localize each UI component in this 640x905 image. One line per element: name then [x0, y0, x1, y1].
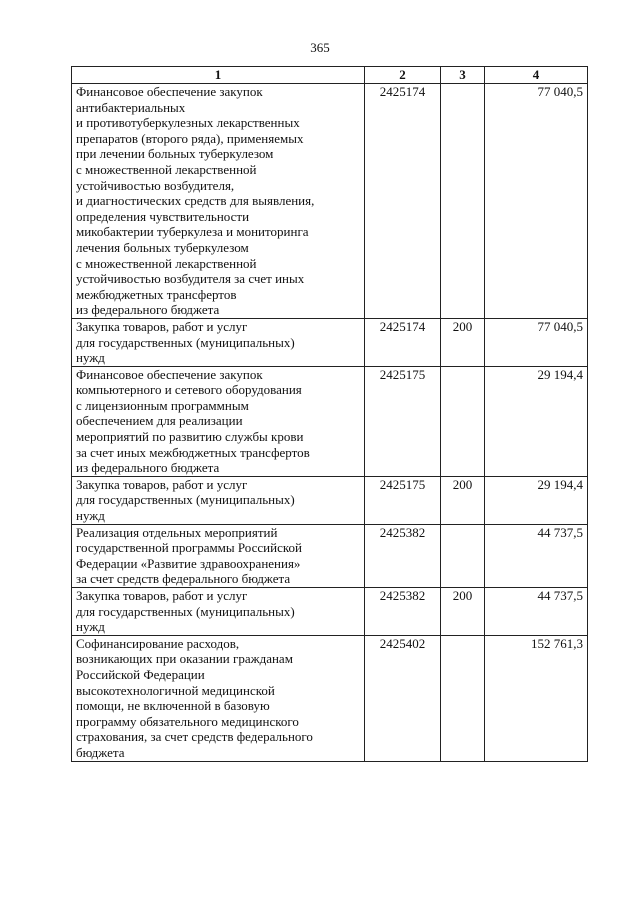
- row-expense-type: [441, 635, 485, 761]
- description-line: Федерации «Развитие здравоохранения»: [76, 555, 301, 571]
- column-header-amount: 4: [485, 67, 588, 84]
- description-line: антибактериальных: [76, 99, 186, 115]
- description-line: препаратов (второго ряда), применяемых: [76, 130, 304, 146]
- description-line: Софинансирование расходов,: [76, 635, 240, 651]
- description-line: для государственных (муниципальных): [76, 603, 295, 619]
- description-line: определения чувствительности: [76, 208, 250, 224]
- row-description: [72, 318, 365, 366]
- description-line: программу обязательного медицинского: [76, 713, 299, 729]
- row-amount: 77 040,5: [485, 84, 588, 319]
- description-line: высокотехнологичной медицинской: [76, 682, 275, 698]
- row-code: 2425174: [365, 318, 441, 366]
- description-line: микобактерии туберкулеза и мониторинга: [76, 224, 309, 240]
- description-line: обеспечением для реализации: [76, 413, 243, 429]
- row-amount: 29 194,4: [485, 476, 588, 524]
- description-line: устойчивостью возбудителя за счет иных: [76, 271, 305, 287]
- row-amount: 152 761,3: [485, 635, 588, 761]
- table-body: [72, 84, 588, 762]
- description-line: для государственных (муниципальных): [76, 334, 295, 350]
- row-expense-type: [441, 524, 485, 587]
- description-line: межбюджетных трансфертов: [76, 286, 237, 302]
- description-line: помощи, не включенной в базовую: [76, 698, 270, 714]
- row-code: 2425175: [365, 366, 441, 476]
- description-line: с множественной лекарственной: [76, 255, 257, 271]
- description-line: Реализация отдельных мероприятий: [76, 524, 278, 540]
- description-line: нужд: [76, 619, 105, 635]
- description-line: с лицензионным программным: [76, 397, 249, 413]
- description-line: для государственных (муниципальных): [76, 492, 295, 508]
- description-line: и диагностических средств для выявления,: [76, 193, 315, 209]
- description-line: Финансовое обеспечение закупок: [76, 84, 263, 99]
- description-line: и противотуберкулезных лекарственных: [76, 115, 300, 131]
- row-amount: 77 040,5: [485, 318, 588, 366]
- row-description: [72, 635, 365, 761]
- description-line: Финансовое обеспечение закупок: [76, 366, 263, 382]
- table-row: [72, 588, 588, 636]
- description-line: страхования, за счет средств федерального: [76, 729, 313, 745]
- description-line: Российской Федерации: [76, 666, 205, 682]
- row-code: 2425175: [365, 476, 441, 524]
- table-row: [72, 476, 588, 524]
- row-expense-type: [441, 366, 485, 476]
- row-expense-type: 200: [441, 476, 485, 524]
- description-line: Закупка товаров, работ и услуг: [76, 318, 248, 334]
- row-code: 2425402: [365, 635, 441, 761]
- description-line: с множественной лекарственной: [76, 161, 257, 177]
- table-header-row: [72, 67, 588, 84]
- table-row: [72, 366, 588, 476]
- description-line: нужд: [76, 508, 105, 524]
- page-number: 365: [310, 40, 330, 55]
- row-expense-type: 200: [441, 588, 485, 636]
- row-description: [72, 476, 365, 524]
- table-row: [72, 84, 588, 319]
- row-code: 2425382: [365, 588, 441, 636]
- description-line: за счет средств федерального бюджета: [76, 571, 291, 587]
- row-expense-type: [441, 84, 485, 319]
- row-amount: 29 194,4: [485, 366, 588, 476]
- row-description: [72, 84, 365, 319]
- description-line: бюджета: [76, 744, 125, 760]
- row-code: 2425382: [365, 524, 441, 587]
- column-header-code: 2: [365, 67, 441, 84]
- row-amount: 44 737,5: [485, 588, 588, 636]
- column-header-type: 3: [441, 67, 485, 84]
- description-line: лечения больных туберкулезом: [76, 239, 249, 255]
- description-line: возникающих при оказании гражданам: [76, 651, 293, 667]
- description-line: за счет иных межбюджетных трансфертов: [76, 444, 310, 460]
- description-line: государственной программы Российской: [76, 540, 302, 556]
- description-line: Закупка товаров, работ и услуг: [76, 476, 248, 492]
- table-row: [72, 524, 588, 587]
- row-description: [72, 366, 365, 476]
- row-code: 2425174: [365, 84, 441, 319]
- description-line: Закупка товаров, работ и услуг: [76, 588, 248, 603]
- description-line: при лечении больных туберкулезом: [76, 146, 274, 162]
- table-row: [72, 635, 588, 761]
- row-expense-type: 200: [441, 318, 485, 366]
- row-description: [72, 588, 365, 636]
- description-line: нужд: [76, 350, 105, 366]
- description-line: устойчивостью возбудителя,: [76, 177, 235, 193]
- description-line: компьютерного и сетевого оборудования: [76, 382, 302, 398]
- row-description: [72, 524, 365, 587]
- table-row: [72, 318, 588, 366]
- row-amount: 44 737,5: [485, 524, 588, 587]
- description-line: из федерального бюджета: [76, 460, 220, 476]
- description-line: из федерального бюджета: [76, 302, 220, 318]
- budget-table: [71, 66, 588, 762]
- description-line: мероприятий по развитию службы крови: [76, 429, 304, 445]
- column-header-name: 1: [72, 67, 365, 84]
